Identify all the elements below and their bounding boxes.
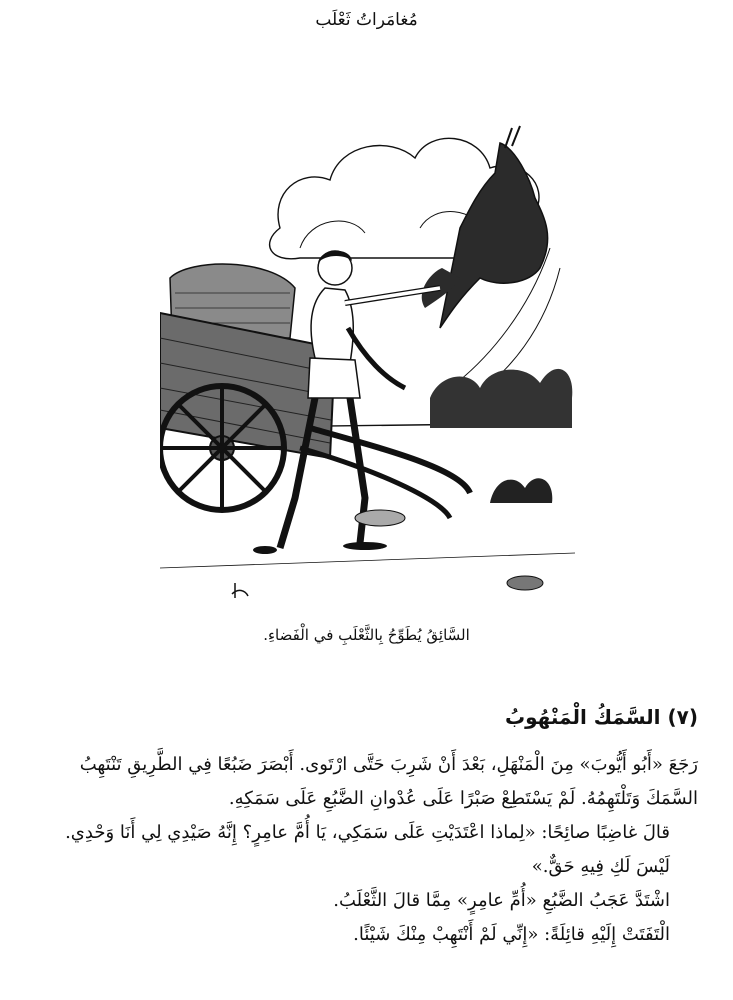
paragraph: الْتَفَتَتْ إِلَيْهِ قائِلَةً: «إِنِّي لَمْ أَنْتَهِبْ مِنْكَ شَيْئًا. [353,924,670,945]
chapter-heading: (٧) السَّمَكُ الْمَنْهُوبُ [505,705,698,729]
paragraph: اشْتَدَّ عَجَبُ الضَّبُعِ «أُمِّ عامِرٍ» مِمَّا قالَ الثَّعْلَبُ. [333,890,670,911]
paragraph: قالَ غاضِبًا صائِحًا: «لِماذا اعْتَدَيْتِ عَلَى سَمَكِي، يَا أُمَّ عامِرٍ؟ إِنَّهُ صَيْدِي لِي أَنَا وَحْدِي. لَيْسَ لَكِ فِيهِ حَقٌّ.» [65,822,670,877]
figure-caption: السَّائِقُ يُطَوِّحُ بِالثَّعْلَبِ في الْفَضاءِ. [263,626,470,644]
running-header: مُغامَراتُ ثَعْلَب [315,10,418,30]
story-text [33,748,698,952]
illustration-driver-tossing-fox [160,98,575,606]
paragraph: رَجَعَ «أَبُو أَيُّوبَ» مِنَ الْمَنْهَلِ، بَعْدَ أَنْ شَرِبَ حَتَّى ارْتَوى. أَبْصَرَ ضَبُعًا فِي الطَّرِيقِ تَنْتَهِبُ السَّمَكَ وَتَلْتَهِمُهُ. لَمْ يَسْتَطِعْ صَبْرًا عَلَى عُدْوانِ الضَّبُعِ عَلَى سَمَكِهِ. [79,754,698,809]
